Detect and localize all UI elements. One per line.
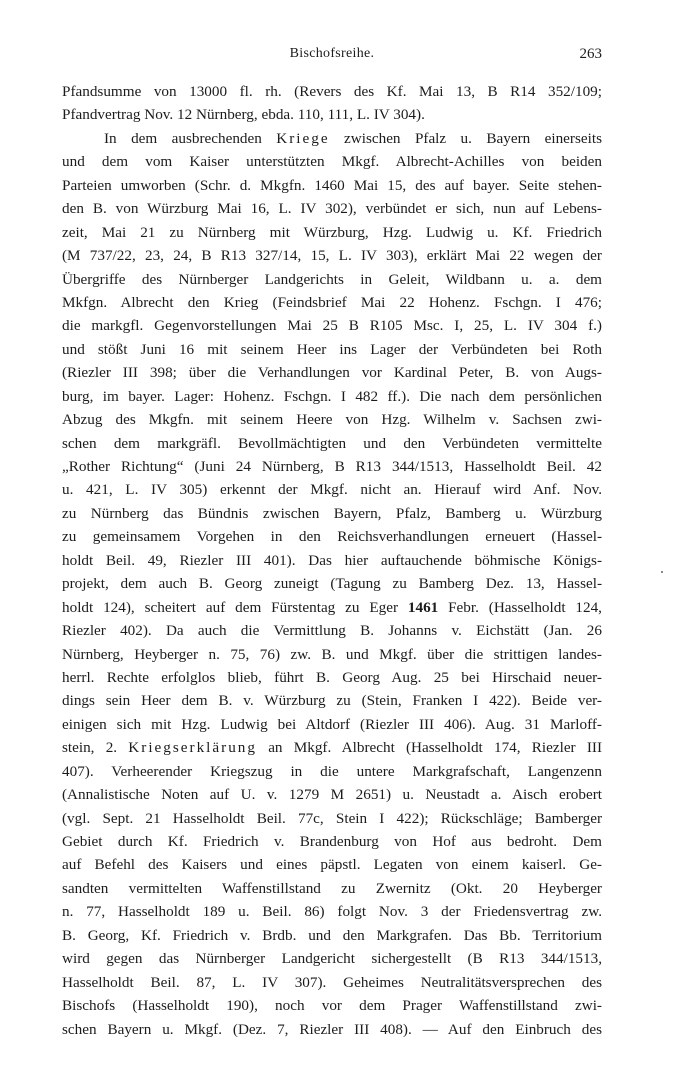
text-line: holdt 124), scheitert auf dem Fürstentag zu Eger 1461 Febr. (Hasselholdt 124, <box>62 598 602 616</box>
text-line: Pfandvertrag Nov. 12 Nürnberg, ebda. 110, 111, L. IV 304). <box>62 106 425 124</box>
year-bold: 1461 <box>407 598 439 616</box>
page-number: 263 <box>579 46 602 62</box>
text-line: Pfandsumme von 13000 fl. rh. (Revers des Kf. Mai 13, B R14 352/109; <box>62 83 602 100</box>
text-line: burg, im bayer. Lager: Hohenz. Fschgn. I 482 ff.). Die nach dem persönlichen <box>62 387 602 405</box>
text-line: In dem ausbrechenden Kriege zwischen Pfalz u. Bayern einerseits <box>104 129 602 147</box>
text-line: Abzug des Mkgfn. mit seinem Heere von Hzg. Wilhelm v. Sachsen zwi- <box>62 411 602 429</box>
text-line: zu gemeinsamem Vorgehen in den Reichsverhandlungen erneuert (Hassel- <box>62 528 602 546</box>
text-line: (Annalistische Noten auf U. v. 1279 M 2651) u. Neustadt a. Aisch erobert <box>62 786 602 804</box>
text-line: B. Georg, Kf. Friedrich v. Brdb. und den Markgrafen. Das Bb. Territorium <box>62 926 602 944</box>
text-line: sandten vermittelten Waffenstillstand zu Zwernitz (Okt. 20 Heyberger <box>62 879 602 897</box>
text-line: Mkfgn. Albrecht den Krieg (Feindsbrief Mai 22 Hohenz. Fschgn. I 476; <box>62 293 602 311</box>
text-line: zu Nürnberg das Bündnis zwischen Bayern, Pfalz, Bamberg u. Würzburg <box>62 504 602 522</box>
text-line: stein, 2. Kriegserklärung an Mkgf. Albrecht (Hasselholdt 174, Riezler III <box>62 739 602 757</box>
text-line: u. 421, L. IV 305) erkennt der Mkgf. nicht an. Hierauf wird Anf. Nov. <box>62 481 602 499</box>
text-line: auf Befehl des Kaisers und eines päpstl. Legaten von einem kaiserl. Ge- <box>62 856 602 874</box>
spaced-term: Kriegserklärung <box>128 739 257 757</box>
spaced-term: Kriege <box>276 129 330 147</box>
text-line: projekt, dem auch B. Georg zuneigt (Tagung zu Bamberg Dez. 13, Hassel- <box>62 575 602 593</box>
text-line: „Rother Richtung“ (Juni 24 Nürnberg, B R13 344/1513, Hasselholdt Beil. 42 <box>62 458 602 475</box>
text-line: (M 737/22, 23, 24, B R13 327/14, 15, L. IV 303), erklärt Mai 22 wegen der <box>62 247 602 265</box>
text-line: herrl. Rechte erfolglos blieb, führt B. Georg Aug. 25 bei Hirschaid neuer- <box>62 668 602 686</box>
text-line: schen Bayern u. Mkgf. (Dez. 7, Riezler III 408). — Auf den Einbruch des <box>62 1020 602 1038</box>
text-line: Bischofs (Hasselholdt 190), noch vor dem Prager Waffenstillstand zwi- <box>62 997 602 1015</box>
text-line: Übergriffe des Nürnberger Landgerichts in Geleit, Wildbann u. a. dem <box>62 270 602 288</box>
text-line: Nürnberg, Heyberger n. 75, 76) zw. B. und Mkgf. über die strittigen landes- <box>62 645 602 663</box>
text-line: den B. von Würzburg Mai 16, L. IV 302), verbündet er sich, nun auf Lebens- <box>62 200 602 218</box>
text-line: Gebiet durch Kf. Friedrich v. Brandenburg von Hof aus bedroht. Dem <box>62 833 602 850</box>
body-text <box>62 80 602 1041</box>
text-line: zeit, Mai 21 zu Nürnberg mit Würzburg, Hzg. Ludwig u. Kf. Friedrich <box>62 223 602 241</box>
text-line: n. 77, Hasselholdt 189 u. Beil. 86) folgt Nov. 3 der Friedensvertrag zw. <box>62 903 602 921</box>
running-head: Bischofsreihe. <box>289 46 375 61</box>
text-line: Parteien umworben (Schr. d. Mkgfn. 1460 Mai 15, des auf bayer. Seite stehen- <box>62 176 602 194</box>
text-line: (Riezler III 398; über die Verhandlungen vor Kardinal Peter, B. von Augs- <box>62 364 602 382</box>
text-line: die markgfl. Gegenvorstellungen Mai 25 B R105 Msc. I, 25, L. IV 304 f.) <box>62 317 602 335</box>
text-line: schen dem markgräfl. Bevollmächtigten und den Verbündeten vermittelte <box>62 434 602 452</box>
text-line: und dem vom Kaiser unterstützten Mkgf. Albrecht-Achilles von beiden <box>62 153 602 171</box>
text-line: (vgl. Sept. 21 Hasselholdt Beil. 77c, Stein I 422); Rückschläge; Bamberger <box>62 809 602 827</box>
text-line: wird gegen das Nürnberger Landgericht sichergestellt (B R13 344/1513, <box>62 950 602 968</box>
text-line: 407). Verheerender Kriegszug in die untere Markgrafschaft, Langenzenn <box>62 762 602 780</box>
page-header <box>62 46 602 70</box>
text-line: dings sein Heer dem B. v. Würzburg zu (Stein, Franken I 422). Beide ver- <box>62 692 602 710</box>
margin-speck <box>661 571 663 573</box>
text-line: und stößt Juni 16 mit seinem Heer ins Lager der Verbündeten bei Roth <box>62 340 602 358</box>
text-line: holdt Beil. 49, Riezler III 401). Das hier auftauchende böhmische Königs- <box>62 551 602 569</box>
text-line: einigen sich mit Hzg. Ludwig bei Altdorf (Riezler III 406). Aug. 31 Marloff- <box>62 715 602 733</box>
text-line: Hasselholdt Beil. 87, L. IV 307). Geheimes Neutralitätsversprechen des <box>62 973 602 991</box>
text-line: Riezler 402). Da auch die Vermittlung B. Johanns v. Eichstätt (Jan. 26 <box>62 622 602 640</box>
